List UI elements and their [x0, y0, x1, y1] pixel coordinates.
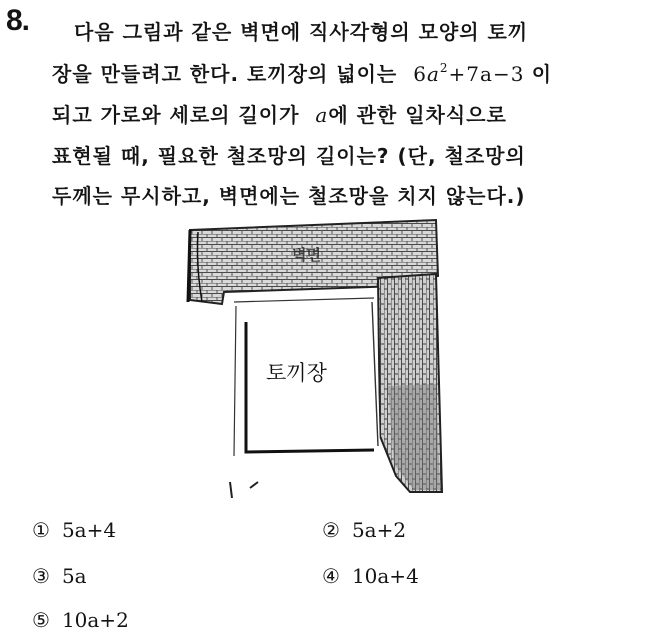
question-number: 8. — [6, 4, 30, 37]
choice-1-mark: ① — [32, 518, 50, 542]
choice-2-text: 5a+2 — [351, 518, 407, 542]
choice-2[interactable] — [322, 518, 406, 542]
choice-3-mark: ③ — [32, 564, 50, 588]
stem-line-2-tail: 이 — [531, 62, 553, 86]
rabbit-cage-figure — [174, 206, 456, 498]
choice-5-mark: ⑤ — [32, 608, 50, 632]
choice-5-text: 10a+2 — [61, 608, 129, 632]
area-coef: 6 — [413, 62, 427, 86]
figure-drawing — [174, 206, 456, 498]
choice-5[interactable] — [32, 608, 129, 632]
stem-line-3 — [52, 99, 507, 128]
area-rest: +7a−3 — [448, 62, 525, 86]
wall-label: 벽면 — [292, 246, 321, 264]
stem-line-3-tail: 에 관한 일차식으로 — [328, 103, 507, 127]
stem-line-4: 표현될 때, 필요한 철조망의 길이는? (단, 철조망의 — [52, 144, 526, 168]
choice-3-text: 5a — [61, 564, 87, 588]
choice-1-text: 5a+4 — [61, 518, 117, 542]
area-var: a — [426, 62, 440, 86]
stem-line-1: 다음 그림과 같은 벽면에 직사각형의 모양의 토끼 — [74, 20, 529, 44]
choice-2-mark: ② — [322, 518, 340, 542]
stem-line-2-text: 장을 만들려고 한다. 토끼장의 넓이는 — [52, 62, 398, 86]
stem-line-3-text: 되고 가로와 세로의 길이가 — [52, 103, 300, 127]
area-expression — [413, 62, 532, 86]
choice-4[interactable] — [322, 564, 419, 588]
choice-4-text: 10a+4 — [351, 564, 419, 588]
choice-3[interactable] — [32, 564, 87, 588]
stem-line-5: 두께는 무시하고, 벽면에는 철조망을 치지 않는다.) — [52, 184, 526, 208]
choice-1[interactable] — [32, 518, 116, 542]
stem-line-2 — [52, 58, 552, 87]
choice-4-mark: ④ — [322, 564, 340, 588]
cage-label: 토끼장 — [266, 361, 327, 385]
area-exp: 2 — [439, 61, 449, 75]
variable-a: a — [315, 103, 329, 127]
